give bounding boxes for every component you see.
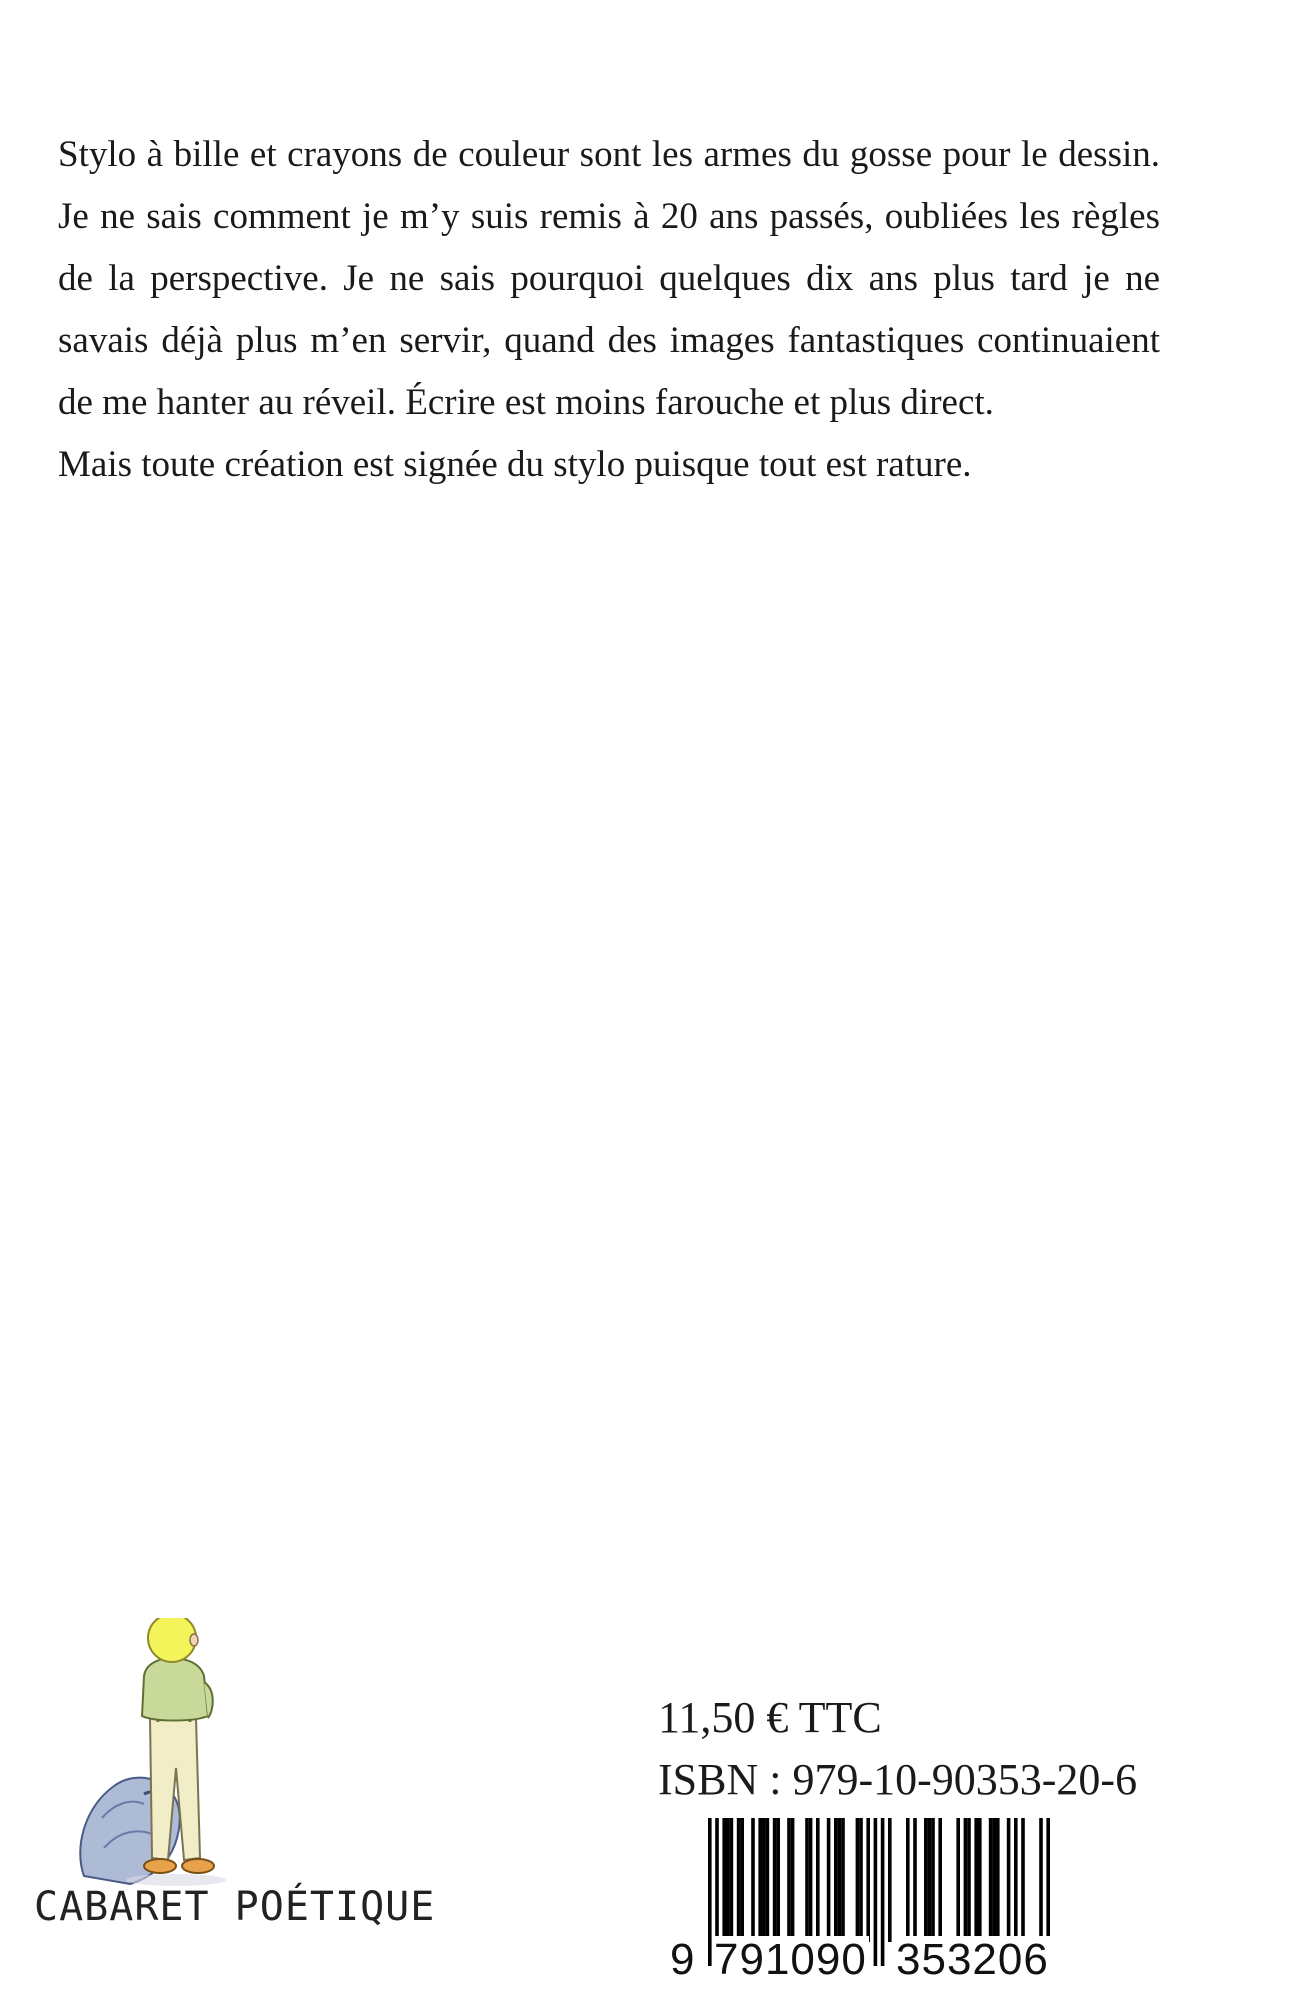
barcode-bar <box>726 1818 730 1942</box>
barcode-digits <box>668 1936 1108 1986</box>
barcode-bar <box>776 1818 780 1942</box>
barcode-bar <box>956 1818 960 1942</box>
barcode-bar <box>805 1818 809 1942</box>
barcode-bar <box>773 1818 777 1942</box>
barcode-bar <box>1021 1818 1025 1942</box>
barcode-bar <box>856 1818 860 1942</box>
barcode-bar <box>751 1818 755 1942</box>
barcode-bar <box>834 1818 838 1942</box>
blurb-text <box>58 124 1160 496</box>
barcode-bar <box>974 1818 978 1942</box>
barcode-bar <box>827 1818 831 1942</box>
barcode-bar <box>787 1818 791 1942</box>
publisher-name: CABARET POÉTIQUE <box>34 1884 436 1930</box>
barcode-bar <box>992 1818 996 1942</box>
barcode-bar <box>766 1818 770 1942</box>
barcode-bar <box>938 1818 942 1942</box>
barcode-bar <box>762 1818 766 1942</box>
barcode-bar <box>928 1818 932 1942</box>
barcode-left-group: 791090 <box>714 1935 867 1984</box>
barcode-bar <box>838 1818 842 1942</box>
barcode-bar <box>816 1818 820 1942</box>
barcode-bar <box>924 1818 928 1942</box>
barcode-bar <box>978 1818 982 1942</box>
barcode-bar <box>913 1818 917 1942</box>
barcode-bar <box>1007 1818 1011 1942</box>
blurb-paragraph-2: Mais toute création est signée du stylo puisque tout est rature. <box>58 444 972 485</box>
barcode-bar <box>1014 1818 1018 1942</box>
barcode-bar <box>866 1818 870 1942</box>
barcode-bar <box>841 1818 845 1942</box>
barcode-bar <box>740 1818 744 1942</box>
barcode-bar <box>964 1818 968 1942</box>
barcode-bar <box>737 1818 741 1942</box>
barcode-bar <box>996 1818 1000 1942</box>
barcode-bar <box>758 1818 762 1942</box>
barcode-bar <box>809 1818 813 1942</box>
child-and-dog-illustration <box>44 1618 294 1908</box>
barcode-bar <box>730 1818 734 1942</box>
barcode-bar <box>931 1818 935 1942</box>
barcode-bar <box>989 1818 993 1942</box>
isbn-label: ISBN : 979-10-90353-20-6 <box>658 1755 1138 1804</box>
barcode-bar <box>888 1818 892 1942</box>
isbn-barcode <box>668 1818 1108 1984</box>
blurb-paragraph-1: Stylo à bille et crayons de couleur sont les armes du gosse pour le dessin. Je ne sais comment je m’y suis remis à 20 ans passés, oubliées les règles de la perspective. Je ne sais pourquoi quelques dix ans plus tard je ne savais déjà plus m’en servir, quand des images fantastiques continuaient de me hanter au réveil. Écrire est moins farouche et plus direct. <box>58 134 1160 423</box>
barcode-bar <box>967 1818 971 1942</box>
barcode-bar <box>859 1818 863 1942</box>
barcode-lead-digit: 9 <box>670 1935 695 1984</box>
barcode-bar <box>791 1818 795 1942</box>
barcode-bar <box>906 1818 910 1942</box>
price-label: 11,50 € TTC <box>658 1693 882 1742</box>
barcode-bar <box>722 1818 726 1942</box>
barcode-right-group: 353206 <box>896 1935 1049 1984</box>
